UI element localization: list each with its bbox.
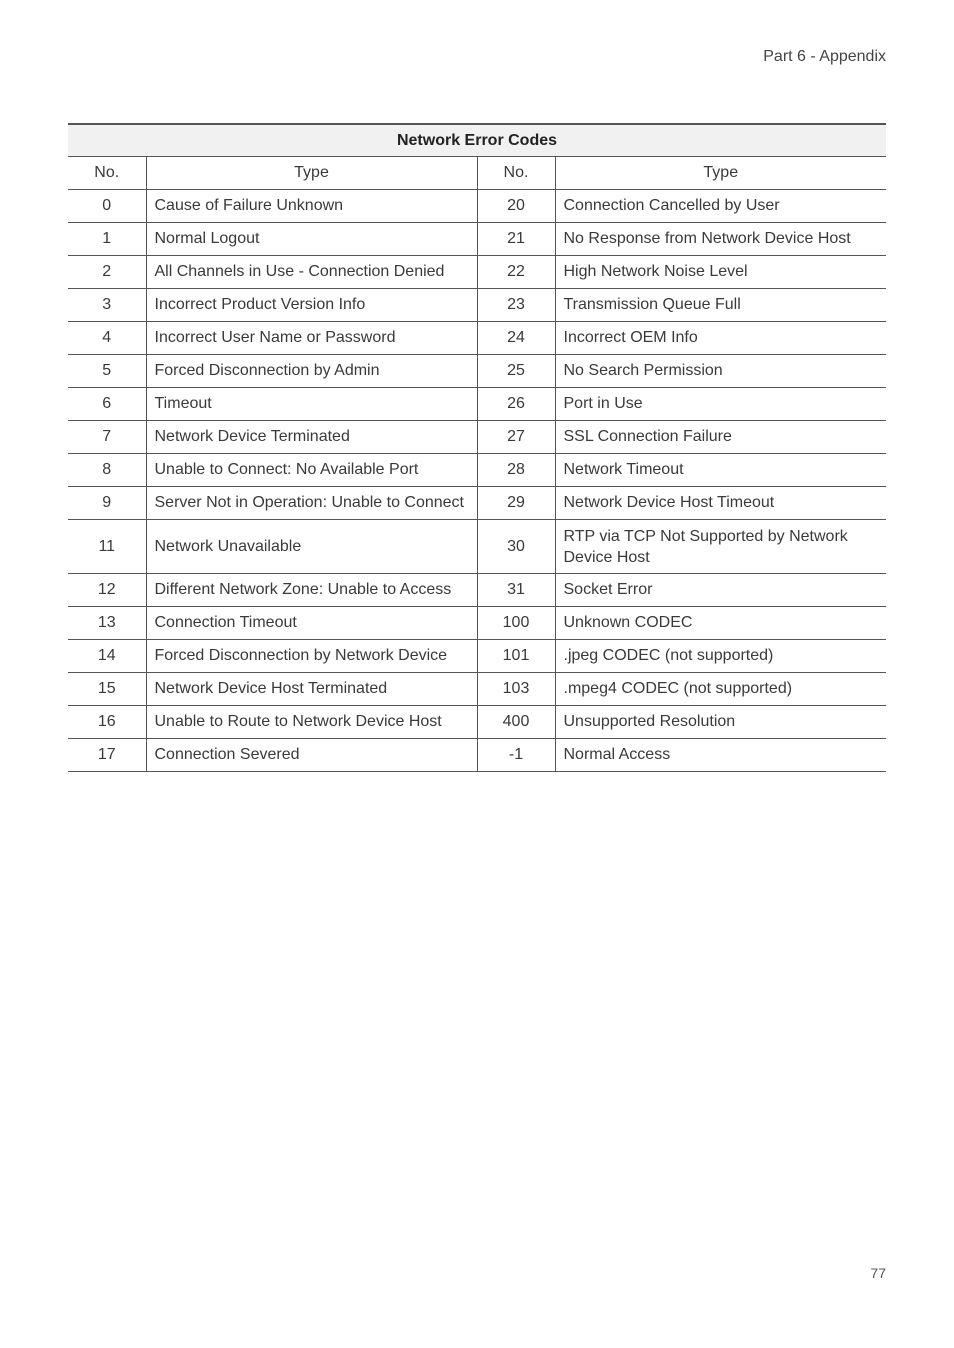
error-code-cell: 23 — [477, 289, 555, 322]
network-error-codes-table — [68, 123, 886, 772]
error-type-cell: No Response from Network Device Host — [555, 223, 886, 256]
table-header-row — [68, 157, 886, 190]
error-type-cell: Unable to Connect: No Available Port — [146, 454, 477, 487]
table-row — [68, 574, 886, 607]
error-type-cell: Cause of Failure Unknown — [146, 190, 477, 223]
error-type-cell: Normal Access — [555, 739, 886, 772]
error-code-cell: 29 — [477, 487, 555, 520]
error-code-cell: 24 — [477, 322, 555, 355]
error-type-cell: Port in Use — [555, 388, 886, 421]
error-code-cell: 22 — [477, 256, 555, 289]
table-row — [68, 355, 886, 388]
error-code-cell: 1 — [68, 223, 146, 256]
table-row — [68, 673, 886, 706]
error-type-cell: SSL Connection Failure — [555, 421, 886, 454]
error-type-cell: Timeout — [146, 388, 477, 421]
page-number: 77 — [870, 1265, 886, 1281]
error-code-cell: 27 — [477, 421, 555, 454]
table-row — [68, 256, 886, 289]
error-type-cell: Transmission Queue Full — [555, 289, 886, 322]
error-type-cell: .mpeg4 CODEC (not supported) — [555, 673, 886, 706]
error-type-cell: Incorrect Product Version Info — [146, 289, 477, 322]
error-type-cell: Server Not in Operation: Unable to Connect — [146, 487, 477, 520]
error-code-cell: 4 — [68, 322, 146, 355]
error-type-cell: Network Device Host Timeout — [555, 487, 886, 520]
error-code-cell: 13 — [68, 607, 146, 640]
error-type-cell: Connection Timeout — [146, 607, 477, 640]
table-row — [68, 388, 886, 421]
table-row — [68, 223, 886, 256]
error-code-cell: 21 — [477, 223, 555, 256]
error-code-cell: 3 — [68, 289, 146, 322]
error-code-cell: 30 — [477, 520, 555, 574]
column-header-type: Type — [555, 157, 886, 190]
error-type-cell: Incorrect User Name or Password — [146, 322, 477, 355]
error-type-cell: Socket Error — [555, 574, 886, 607]
table-row — [68, 190, 886, 223]
error-code-cell: 103 — [477, 673, 555, 706]
error-code-cell: 2 — [68, 256, 146, 289]
column-header-no: No. — [68, 157, 146, 190]
error-code-cell: 16 — [68, 706, 146, 739]
error-type-cell: Connection Severed — [146, 739, 477, 772]
error-code-cell: 25 — [477, 355, 555, 388]
error-code-cell: 20 — [477, 190, 555, 223]
error-type-cell: Different Network Zone: Unable to Access — [146, 574, 477, 607]
error-code-cell: 101 — [477, 640, 555, 673]
table-row — [68, 640, 886, 673]
table-body — [68, 190, 886, 772]
error-code-cell: 100 — [477, 607, 555, 640]
error-type-cell: Network Unavailable — [146, 520, 477, 574]
running-header: Part 6 - Appendix — [763, 48, 886, 65]
table-row — [68, 322, 886, 355]
error-code-cell: 5 — [68, 355, 146, 388]
error-type-cell: Unable to Route to Network Device Host — [146, 706, 477, 739]
error-code-cell: 7 — [68, 421, 146, 454]
table-caption-row — [68, 124, 886, 157]
error-type-cell: Forced Disconnection by Admin — [146, 355, 477, 388]
error-type-cell: High Network Noise Level — [555, 256, 886, 289]
error-code-cell: 15 — [68, 673, 146, 706]
error-code-cell: 26 — [477, 388, 555, 421]
error-type-cell: Network Timeout — [555, 454, 886, 487]
error-code-cell: 0 — [68, 190, 146, 223]
table-row — [68, 520, 886, 574]
error-code-cell: 6 — [68, 388, 146, 421]
error-type-cell: Incorrect OEM Info — [555, 322, 886, 355]
error-type-cell: .jpeg CODEC (not supported) — [555, 640, 886, 673]
error-type-cell: RTP via TCP Not Supported by Network Device Host — [555, 520, 886, 574]
error-code-cell: 31 — [477, 574, 555, 607]
error-type-cell: Connection Cancelled by User — [555, 190, 886, 223]
error-type-cell: Forced Disconnection by Network Device — [146, 640, 477, 673]
table-row — [68, 706, 886, 739]
error-type-cell: No Search Permission — [555, 355, 886, 388]
table-row — [68, 289, 886, 322]
column-header-type: Type — [146, 157, 477, 190]
error-code-cell: 9 — [68, 487, 146, 520]
error-code-cell: 14 — [68, 640, 146, 673]
table-row — [68, 487, 886, 520]
error-type-cell: Normal Logout — [146, 223, 477, 256]
error-type-cell: Network Device Host Terminated — [146, 673, 477, 706]
error-type-cell: All Channels in Use - Connection Denied — [146, 256, 477, 289]
error-code-cell: -1 — [477, 739, 555, 772]
error-type-cell: Network Device Terminated — [146, 421, 477, 454]
error-code-cell: 400 — [477, 706, 555, 739]
error-code-cell: 17 — [68, 739, 146, 772]
column-header-no: No. — [477, 157, 555, 190]
table-row — [68, 454, 886, 487]
table-row — [68, 739, 886, 772]
error-type-cell: Unknown CODEC — [555, 607, 886, 640]
table-caption: Network Error Codes — [68, 124, 886, 157]
table-row — [68, 421, 886, 454]
error-code-cell: 11 — [68, 520, 146, 574]
error-code-cell: 8 — [68, 454, 146, 487]
error-code-cell: 12 — [68, 574, 146, 607]
error-code-cell: 28 — [477, 454, 555, 487]
table-row — [68, 607, 886, 640]
error-type-cell: Unsupported Resolution — [555, 706, 886, 739]
